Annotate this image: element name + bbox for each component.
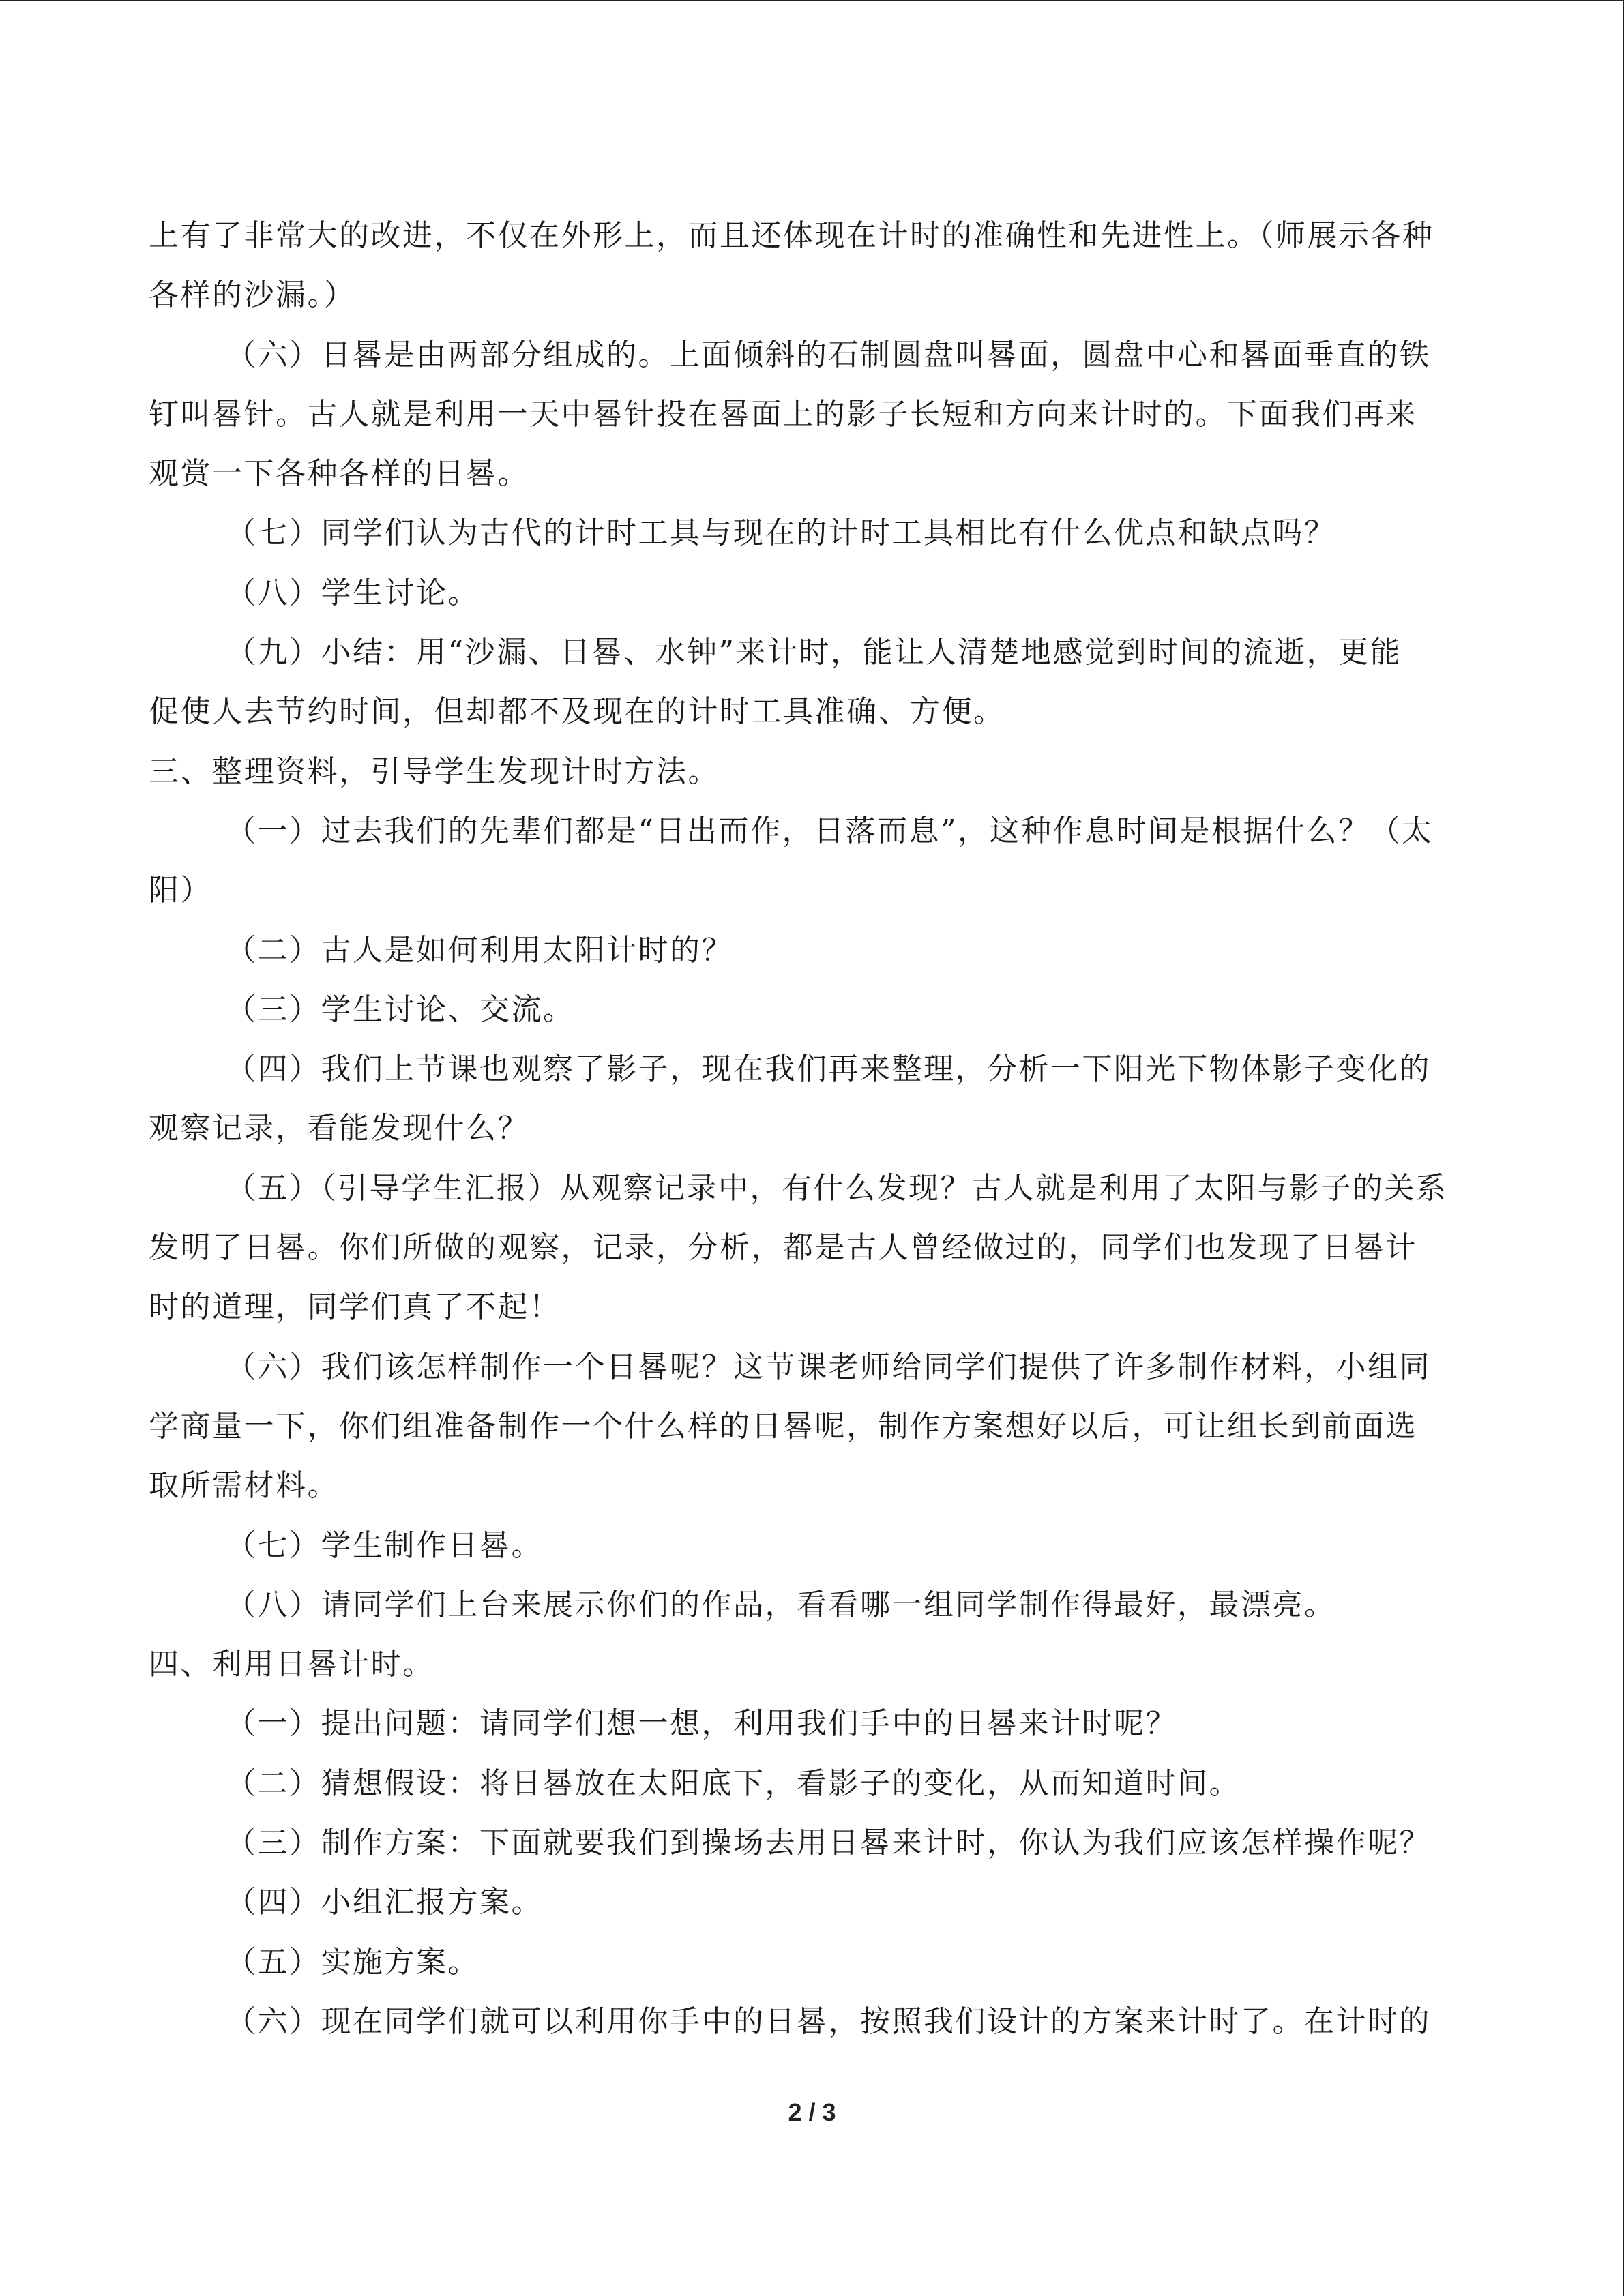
document-body	[149, 206, 1472, 2051]
text-line: （五）实施方案。	[226, 1944, 479, 1980]
text-line: （二）古人是如何利用太阳计时的？	[226, 932, 733, 968]
text-line: 上有了非常大的改进，不仅在外形上，而且还体现在计时的准确性和先进性上。（师展示各种	[149, 218, 1434, 253]
text-line: （八）学生讨论。	[226, 575, 479, 610]
text-line: （三）学生讨论、交流。	[226, 992, 575, 1027]
text-line: 时的道理，同学们真了不起！	[149, 1289, 561, 1325]
text-line: 观赏一下各种各样的日晷。	[149, 456, 529, 492]
text-line: （五）（引导学生汇报）从观察记录中，有什么发现？古人就是利用了太阳与影子的关系	[226, 1170, 1448, 1206]
text-line: （七）学生制作日晷。	[226, 1527, 543, 1563]
text-line: （六）日晷是由两部分组成的。上面倾斜的石制圆盘叫晷面，圆盘中心和晷面垂直的铁	[226, 337, 1431, 372]
text-line: 促使人去节约时间，但却都不及现在的计时工具准确、方便。	[149, 694, 1005, 730]
text-line: （一）提出问题：请同学们想一想，利用我们手中的日晷来计时呢？	[226, 1706, 1177, 1742]
text-line: （八）请同学们上台来展示你们的作品，看看哪一组同学制作得最好，最漂亮。	[226, 1587, 1336, 1622]
text-line: 观察记录，看能发现什么？	[149, 1111, 529, 1146]
text-line: （一）过去我们的先辈们都是“日出而作，日落而息”，这种作息时间是根据什么？（太	[226, 813, 1434, 848]
text-line: 发明了日晷。你们所做的观察，记录，分析，都是古人曾经做过的，同学们也发现了日晷计	[149, 1230, 1417, 1266]
text-line: （四）小组汇报方案。	[226, 1885, 543, 1920]
text-line: （七）同学们认为古代的计时工具与现在的计时工具相比有什么优点和缺点吗？	[226, 516, 1336, 551]
text-line: （四）我们上节课也观察了影子，现在我们再来整理，分析一下阳光下物体影子变化的	[226, 1052, 1431, 1087]
text-line: （九）小结：用“沙漏、日晷、水钟”来计时，能让人清楚地感觉到时间的流逝，更能	[226, 635, 1402, 670]
text-line: 各样的沙漏。）	[149, 278, 356, 313]
text-line: （六）现在同学们就可以利用你手中的日晷，按照我们设计的方案来计时了。在计时的	[226, 2003, 1431, 2039]
text-line: 学商量一下，你们组准备制作一个什么样的日晷呢，制作方案想好以后，可让组长到前面选	[149, 1408, 1417, 1444]
text-line: 三、整理资料，引导学生发现计时方法。	[149, 754, 720, 789]
text-line: 阳）	[149, 873, 212, 908]
text-line: 四、利用日晷计时。	[149, 1647, 434, 1682]
text-line: 取所需材料。	[149, 1468, 339, 1504]
text-line: （二）猜想假设：将日晷放在太阳底下，看影子的变化，从而知道时间。	[226, 1765, 1241, 1801]
page-number: 2 / 3	[788, 2098, 836, 2126]
text-line: （三）制作方案：下面就要我们到操场去用日晷来计时，你认为我们应该怎样操作呢？	[226, 1825, 1431, 1861]
text-line: （六）我们该怎样制作一个日晷呢？这节课老师给同学们提供了许多制作材料，小组同	[226, 1349, 1431, 1384]
text-line: 钉叫晷针。古人就是利用一天中晷针投在晷面上的影子长短和方向来计时的。下面我们再来	[149, 396, 1417, 432]
